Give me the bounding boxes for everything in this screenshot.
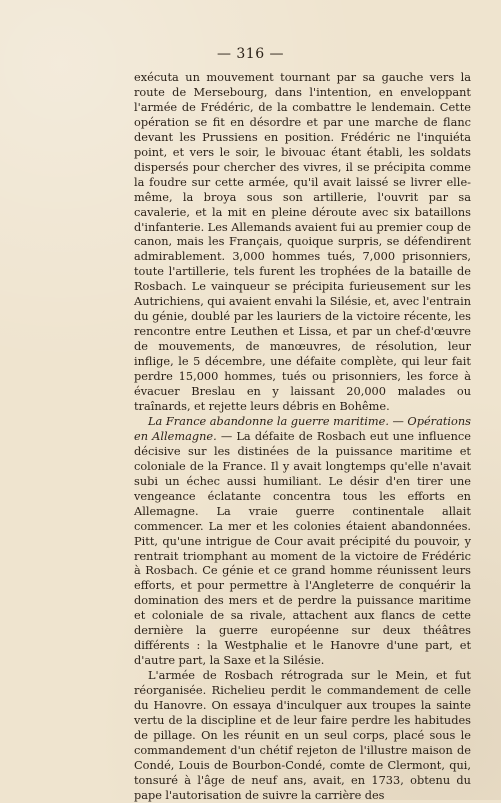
page-content xyxy=(134,70,471,803)
section-heading: La France abandonne la guerre maritime. — Opérations en Allemagne. — xyxy=(134,413,471,443)
paragraph-army-reorganization: L'armée de Rosbach rétrograda sur le Mein, et fut réorganisée. Richelieu perdit le commandement de celle du Hanovre. On essaya d'inculquer aux troupes la sainte vertu de la discipline et de leur faire perdre les habitudes de pillage. On les réunit en un seul corps, placé sous le commandement d'un chétif rejeton de l'illustre maison de Condé, Louis de Bourbon-Condé, comte de Clermont, qui, tonsuré à l'âge de neuf ans, avait, en 1733, obtenu du pape l'autorisation de suivre la carrière des xyxy=(134,668,471,802)
page-number: — 316 — xyxy=(216,46,285,62)
paragraph-maritime-consequences xyxy=(134,414,471,668)
paragraph-maritime-text: La défaite de Rosbach eut une influence décisive sur les distinées de la puissance maritime et coloniale de la France. Il y avait longtemps qu'elle n'avait subi un échec aussi humiliant. Le désir d'en tirer une vengeance éclatante concentra tous les efforts en Allemagne. La vraie guerre continentale allait commencer. La mer et les colonies étaient abandonnées. Pitt, qu'une intrigue de Cour avait précipité du pouvoir, y rentrait triomphant au moment de la victoire de Frédéric à Rosbach. Ce génie et ce grand homme réunissent leurs efforts, et pour permettre à l'Angleterre de conquérir la domination des mers et de perdre la puissance maritime et coloniale de sa rivale, attachent aux flancs de cette dernière la guerre européenne sur deux théâtres différents : la Westphalie et le Hanovre d'une part, et d'autre part, la Saxe et la Silésie. xyxy=(134,428,472,668)
paragraph-battle-account: exécuta un mouvement tournant par sa gauche vers la route de Mersebourg, dans l'intention, en enveloppant l'armée de Frédéric, de la combattre le lendemain. Cette opération se fit en désordre et par une marche de flanc devant les Prussiens en position. Frédéric ne l'inquiéta point, et vers le soir, le bivouac étant établi, les soldats dispersés pour chercher des vivres, il se précipita comme la foudre sur cette armée, qu'il avait laissé se livrer elle-même, la broya sous son artillerie, l'ouvrit par sa cavalerie, et la mit en pleine déroute avec six bataillons d'infanterie. Les Allemands avaient fui au premier coup de canon, mais les Français, quoique surpris, se défendirent admirablement. 3,000 hommes tués, 7,000 prisonniers, toute l'artillerie, tels furent les trophées de la bataille de Rosbach. Le vainqueur se précipita furieusement sur les Autrichiens, qui avaient envahi la Silésie, et, avec l'entrain du génie, doublé par les lauriers de la victoire récente, les rencontre entre Leuthen et Lissa, et par un chef-d'œuvre de mouvements, de manœuvres, de résolution, leur inflige, le 5 décembre, une défaite complète, qui leur fait perdre 15,000 hommes, tués ou prisonniers, les force à évacuer Breslau en y laissant 20,000 malades ou traînards, et rejette leurs débris en Bohême. xyxy=(134,70,472,413)
